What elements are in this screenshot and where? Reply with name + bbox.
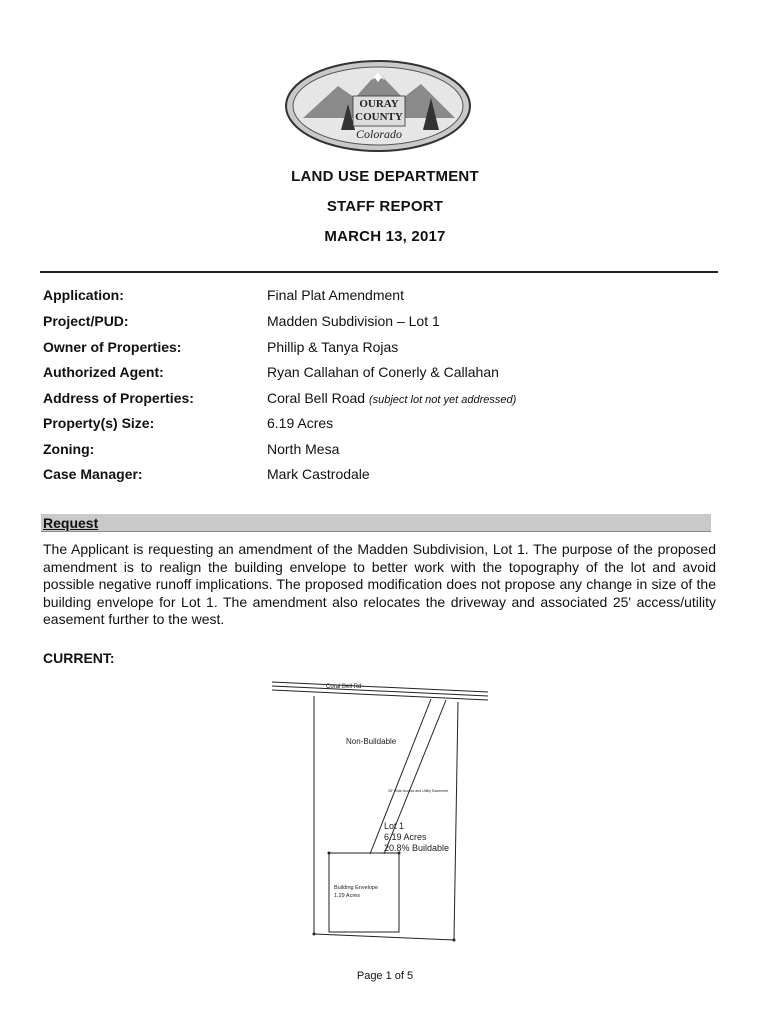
- road-label: Coral Bell Rd: [326, 684, 362, 690]
- logo-text-2: COUNTY: [355, 111, 403, 123]
- logo-text-3: Colorado: [355, 127, 403, 141]
- request-heading-bar: [41, 514, 711, 532]
- easement-label: 25' Wide Access and Utility Easement: [388, 789, 449, 793]
- prop-value: Mark Castrodale: [267, 466, 370, 482]
- request-heading: Request: [43, 515, 99, 531]
- request-body: The Applicant is requesting an amendment of the Madden Subdivision, Lot 1. The purpose of the proposed amendment is to realign the building envelope to better work with the topography of the lot and avoid possible negative runoff implications. The proposed modification does not propose any change in size of the building envelope for Lot 1. The amendment also relocates the driveway and associated 25' access/utility easement further to the west.: [43, 541, 716, 627]
- prop-label: Case Manager:: [43, 466, 143, 482]
- non-buildable-label: Non-Buildable: [346, 737, 397, 746]
- prop-label: Zoning:: [43, 441, 95, 457]
- prop-label: Owner of Properties:: [43, 339, 182, 355]
- prop-value: Final Plat Amendment: [267, 287, 404, 303]
- prop-label: Property(s) Size:: [43, 415, 155, 431]
- report-type: STAFF REPORT: [326, 198, 444, 215]
- prop-value: Coral Bell Road (subject lot not yet addressed): [267, 390, 517, 406]
- prop-value: 6.19 Acres: [267, 415, 334, 431]
- prop-label: Project/PUD:: [43, 313, 129, 329]
- prop-value: Madden Subdivision – Lot 1: [267, 313, 440, 329]
- envelope-size: 1.29 Acres: [334, 893, 360, 899]
- prop-value: Ryan Callahan of Conerly & Callahan: [267, 364, 499, 380]
- logo-text-1: OURAY: [359, 98, 399, 110]
- prop-label: Address of Properties:: [43, 390, 194, 406]
- header-divider: [40, 271, 718, 273]
- plat-map: [266, 672, 496, 948]
- lot-size: 6.19 Acres: [384, 832, 427, 842]
- prop-label: Application:: [43, 287, 124, 303]
- prop-note: (subject lot not yet addressed): [368, 394, 517, 406]
- lot-buildable: 20.8% Buildable: [384, 843, 450, 853]
- page-number: Page 1 of 5: [356, 970, 414, 982]
- report-date: MARCH 13, 2017: [324, 228, 446, 245]
- prop-label: Authorized Agent:: [43, 364, 164, 380]
- department-title: LAND USE DEPARTMENT: [291, 168, 479, 185]
- lot-name: Lot 1: [384, 821, 405, 831]
- county-logo: [283, 58, 473, 154]
- prop-value: North Mesa: [267, 441, 340, 457]
- prop-value: Phillip & Tanya Rojas: [267, 339, 399, 355]
- envelope-name: Building Envelope: [334, 885, 379, 891]
- current-heading: CURRENT:: [43, 650, 115, 666]
